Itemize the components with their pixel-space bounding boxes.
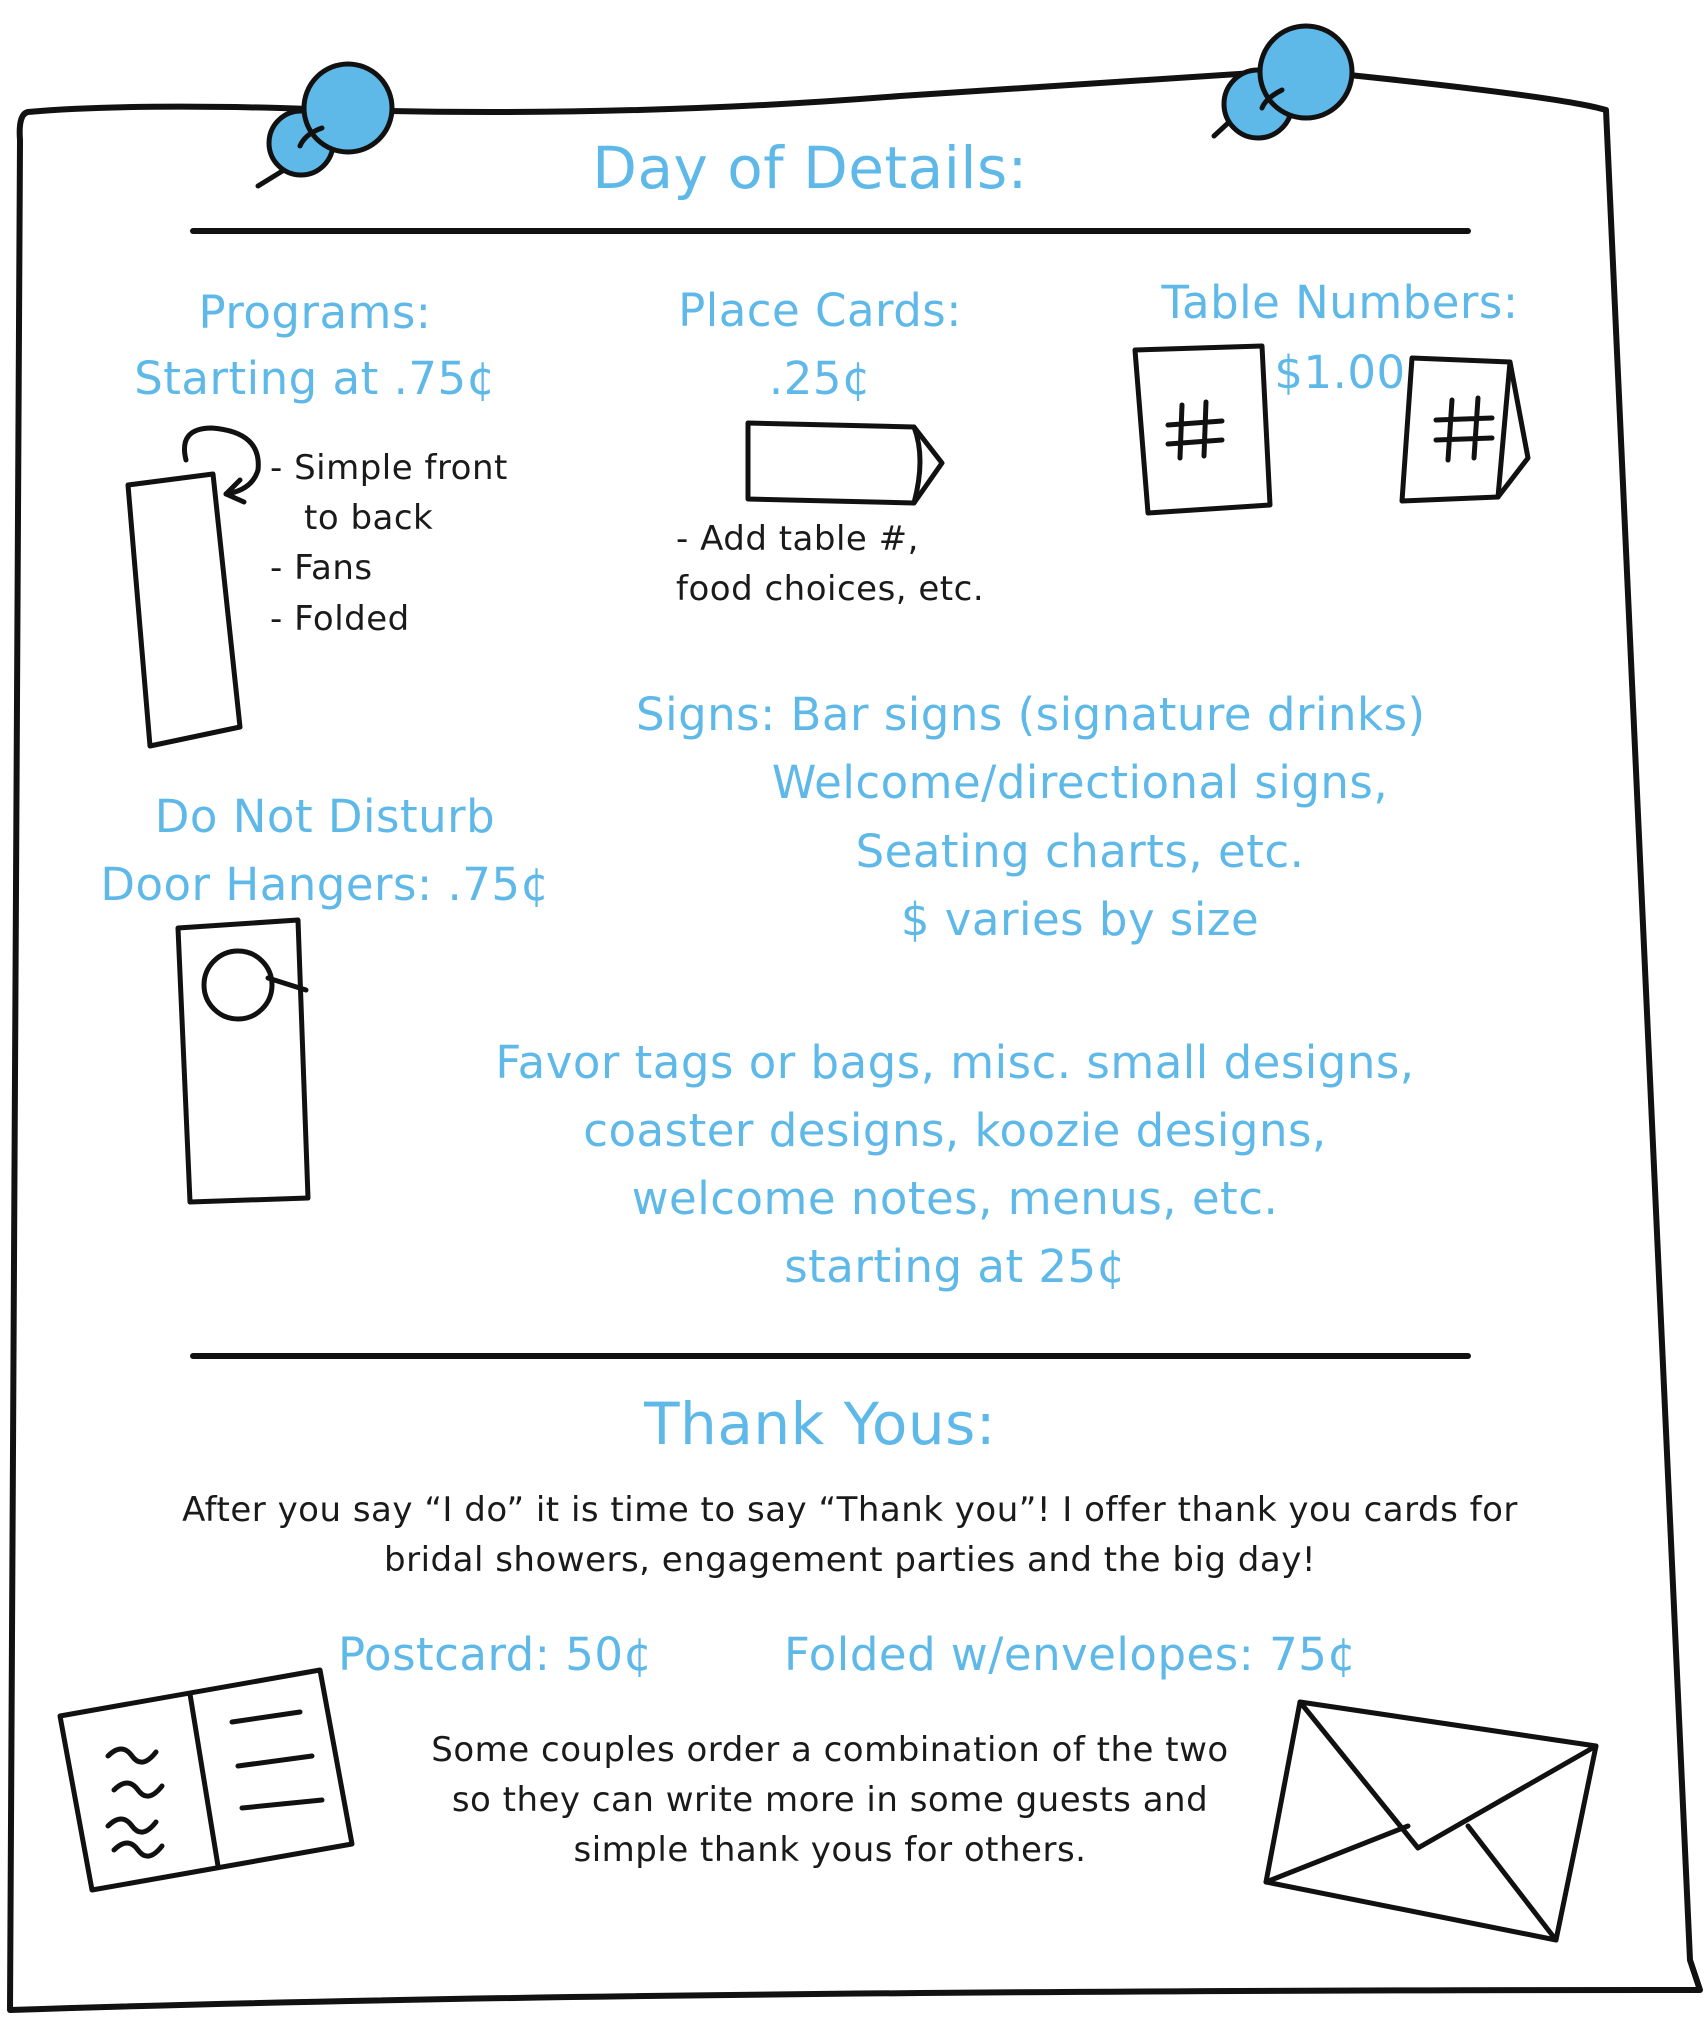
place-cards-note: food choices, etc. (676, 569, 985, 609)
thank-yous-intro: After you say “I do” it is time to say “Thank you”! I offer thank you cards for (182, 1490, 1518, 1530)
place-cards-heading: Place Cards: (678, 284, 962, 337)
signs-line: Signs: Bar signs (signature drinks) (636, 688, 1426, 741)
programs-heading: Programs: (198, 286, 432, 339)
programs-note: - Folded (270, 599, 410, 639)
place-cards-price: .25¢ (768, 352, 872, 405)
combo-note: simple thank yous for others. (573, 1830, 1087, 1870)
programs-note: to back (304, 498, 434, 538)
combo-note: so they can write more in some guests and (451, 1780, 1209, 1820)
favors-line: starting at 25¢ (784, 1240, 1126, 1293)
programs-note: - Fans (270, 548, 373, 588)
programs-price: Starting at .75¢ (134, 352, 496, 405)
programs-note: - Simple front (270, 448, 508, 488)
combo-note: Some couples order a combination of the two (431, 1730, 1229, 1770)
table-numbers-price: $1.00 (1274, 346, 1406, 399)
place-cards-note: - Add table #, (676, 519, 919, 559)
favors-line: Favor tags or bags, misc. small designs, (495, 1036, 1415, 1089)
postcard-price: Postcard: 50¢ (338, 1628, 653, 1681)
signs-line: $ varies by size (900, 893, 1260, 946)
signs-line: Seating charts, etc. (855, 825, 1305, 878)
thank-yous-intro: bridal showers, engagement parties and the big day! (384, 1540, 1316, 1580)
thank-yous-heading: Thank Yous: (644, 1390, 996, 1458)
folded-price: Folded w/envelopes: 75¢ (784, 1628, 1357, 1681)
table-numbers-heading: Table Numbers: (1161, 276, 1519, 329)
page-title: Day of Details: (592, 134, 1028, 202)
favors-line: coaster designs, koozie designs, (583, 1104, 1327, 1157)
favors-line: welcome notes, menus, etc. (631, 1172, 1279, 1225)
signs-line: Welcome/directional signs, (771, 756, 1389, 809)
door-hangers-line: Do Not Disturb (154, 790, 496, 843)
door-hangers-line: Door Hangers: .75¢ (100, 858, 550, 911)
